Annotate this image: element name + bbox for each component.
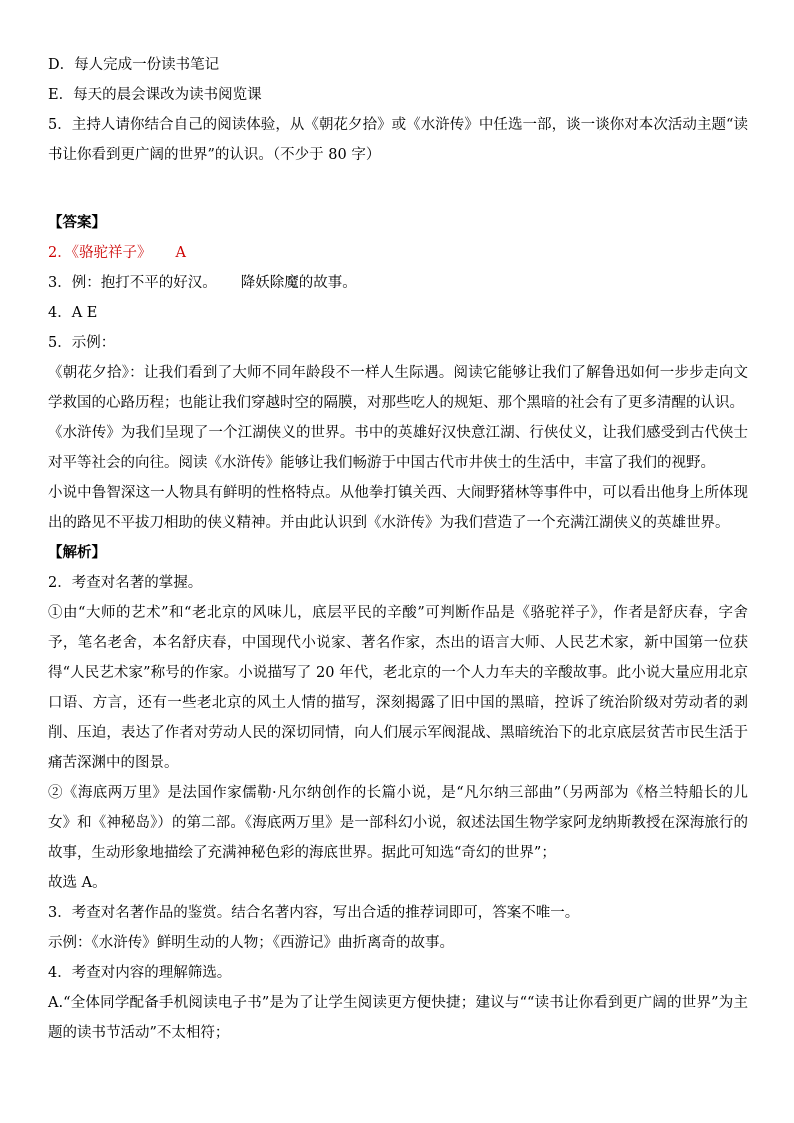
- analysis-2-conclusion: 故选 A。: [48, 875, 107, 891]
- answer-2-text: 2．《骆驼祥子》: [48, 245, 152, 261]
- analysis-2-paragraph-1: ①由“大师的艺术”和“老北京的风味儿，底层平民的辛酸”可判断作品是《骆驼祥子》，作者是舒庆春，字舍予，笔名老舍，本名舒庆春，中国现代小说家、著名作家，杰出的语言大师、人民艺术家，新中国第一位获得“人民艺术家”称号的作家。小说描写了 20 年代，老北京的一个人力车夫的辛酸故事。此小说大量应用北京口语、方言，还有一些老北京的风土人情的描写，深刻揭露了旧中国的黑暗，控诉了统治阶级对劳动者的剥削、压迫，表达了作者对劳动人民的深切同情，向人们展示军阀混战、黑暗统治下的北京底层贫苦市民生活于痛苦深渊中的图景。: [48, 605, 748, 771]
- answer-5-paragraph-3: 小说中鲁智深这一人物具有鲜明的性格特点。从他拳打镇关西、大闹野猪林等事件中，可以看出他身上所体现出的路见不平拔刀相助的侠义精神。并由此认识到《水浒传》为我们营造了一个充满江湖侠义的英雄世界。: [48, 485, 748, 531]
- answer-5-paragraph-1: 《朝花夕拾》：让我们看到了大师不同年龄段不一样人生际遇。阅读它能够让我们了解鲁迅如何一步步走向文学救国的心路历程；也能让我们穿越时空的隔膜，对那些吃人的规矩、那个黑暗的社会有了更多清醒的认识。: [48, 365, 748, 411]
- analysis-4-title: 4．考查对内容的理解筛选。: [48, 965, 232, 981]
- answer-5-title: 5．示例：: [48, 335, 116, 351]
- question-5: 5．主持人请你结合自己的阅读体验，从《朝花夕拾》或《水浒传》中任选一部，谈一谈你对本次活动主题“读书让你看到更广阔的世界”的认识。（不少于 80 字）: [48, 117, 748, 163]
- answer-heading: 【答案】: [48, 214, 106, 231]
- option-e: E．每天的晨会课改为读书阅览课: [48, 87, 262, 103]
- analysis-2-paragraph-2: ②《海底两万里》是法国作家儒勒·凡尔纳创作的长篇小说，是“凡尔纳三部曲”（另两部为《格兰特船长的儿女》和《神秘岛》）的第二部。《海底两万里》是一部科幻小说，叙述法国生物学家阿龙纳斯教授在深海旅行的故事，生动形象地描绘了充满神秘色彩的海底世界。据此可知选“奇幻的世界”；: [48, 785, 748, 861]
- answer-3: [48, 268, 748, 298]
- analysis-2-title: 2．考查对名著的掌握。: [48, 575, 203, 591]
- analysis-4-option-a: A.“全体同学配备手机阅读电子书”是为了让学生阅读更方便快捷；建议与““读书让你看到更广阔的世界”为主题的读书节活动”不太相符；: [48, 995, 748, 1041]
- analysis-heading: 【解析】: [48, 544, 106, 561]
- analysis-3-title: 3．考查对名著作品的鉴赏。结合名著内容，写出合适的推荐词即可，答案不唯一。: [48, 905, 580, 921]
- answer-2-choice: A: [175, 245, 186, 261]
- answer-5-paragraph-2: 《水浒传》为我们呈现了一个江湖侠义的世界。书中的英雄好汉快意江湖、行侠仗义，让我们感受到古代侠士对平等社会的向往。阅读《水浒传》能够让我们畅游于中国古代市井侠士的生活中，丰富了我们的视野。: [48, 425, 748, 471]
- answer-3-text: 3．例：抱打不平的好汉。: [48, 275, 217, 291]
- answer-3-extra: 降妖除魔的故事。: [240, 275, 357, 291]
- answer-4: 4．A E: [48, 305, 98, 321]
- analysis-3-example: 示例：《水浒传》鲜明生动的人物；《西游记》曲折离奇的故事。: [48, 935, 454, 951]
- option-d: D．每人完成一份读书笔记: [48, 57, 220, 73]
- answer-2: [48, 238, 748, 268]
- document-page: [48, 50, 748, 1048]
- section-spacer: [48, 170, 748, 208]
